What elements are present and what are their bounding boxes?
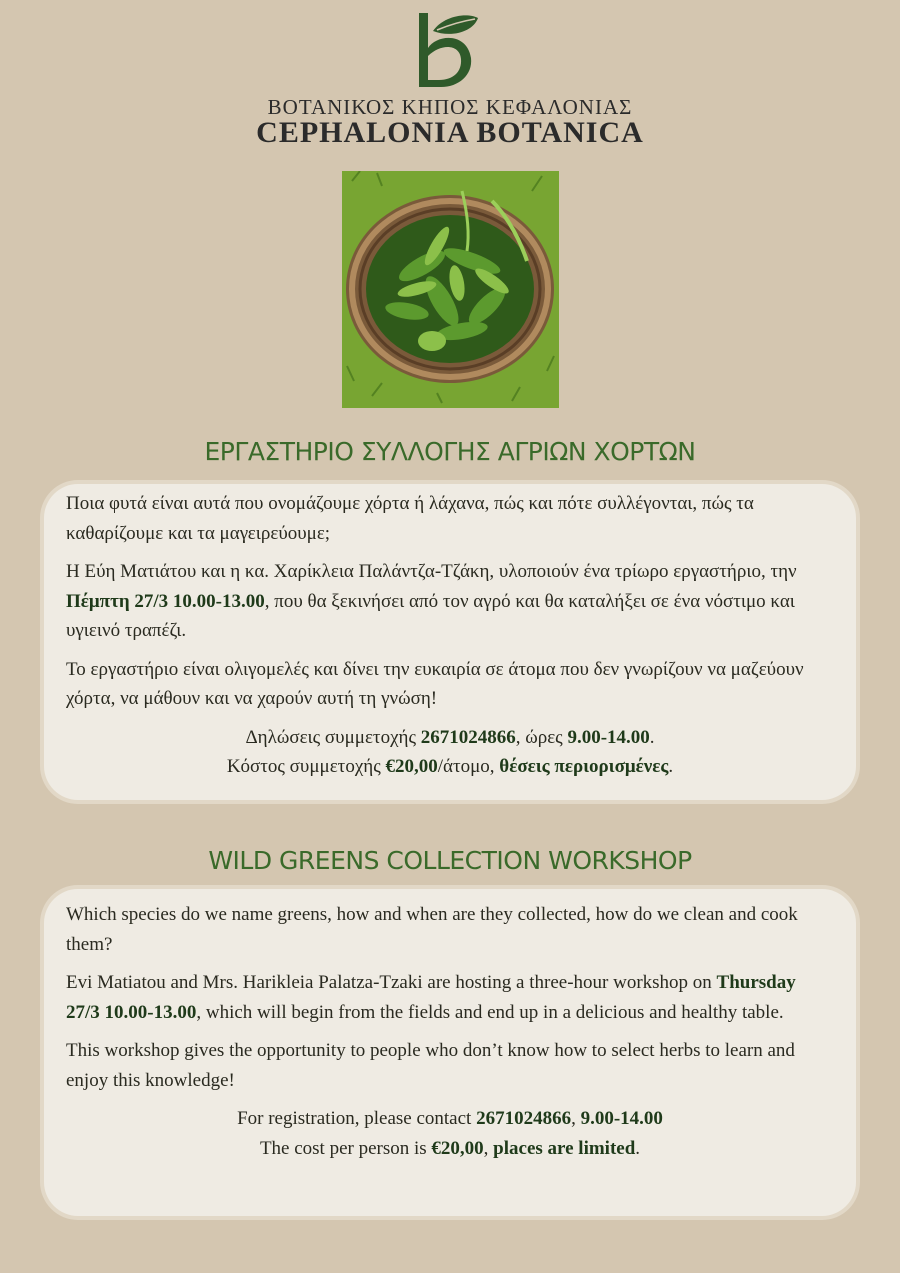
english-info-panel xyxy=(44,889,856,1216)
greek-date-time: Πέμπτη 27/3 10.00-13.00 xyxy=(66,590,265,612)
english-limited-places: places are limited xyxy=(493,1137,636,1159)
brand-name-english: CEPHALONIA BOTANICA xyxy=(256,116,644,149)
greek-registration-line: Δηλώσεις συμμετοχής 2671024866, ώρες 9.00-14.00. xyxy=(245,726,655,748)
english-registration-hours: 9.00-14.00 xyxy=(580,1108,663,1129)
greek-price: €20,00 xyxy=(385,756,438,777)
greek-info-panel xyxy=(44,484,856,800)
leaf-b-monogram-icon xyxy=(415,8,485,92)
english-cost-line: The cost per person is €20,00, places are limited. xyxy=(259,1137,641,1159)
english-registration-line: For registration, please contact 2671024866, 9.00-14.00 xyxy=(237,1108,663,1129)
english-audience-paragraph: This workshop gives the opportunity to people who don’t know how to select herbs to learn and enjoy this knowledge! xyxy=(66,1040,795,1091)
greek-registration-hours: 9.00-14.00 xyxy=(567,726,650,748)
english-section-title: WILD GREENS COLLECTION WORKSHOP xyxy=(208,846,692,875)
wild-greens-basket-photo xyxy=(342,171,559,408)
greek-hosts-paragraph: Η Εύη Ματιάτου και η κα. Χαρίκλεια Παλάντζα-Τζάκη, υλοποιούν ένα τρίωρο εργαστήριο, την Πέμπτη 27/3 10.00-13.00, που θα ξεκινήσει από τον αγρό και θα καταλήξει σε ένα νόστιμο και υγιεινό τραπέζι. xyxy=(66,561,797,641)
english-date-time: Thursday 27/3 10.00-13.00 xyxy=(66,972,796,1023)
greek-cost-line: Κόστος συμμετοχής €20,00/άτομο, θέσεις περιορισμένες. xyxy=(226,756,674,777)
greek-limited-places: θέσεις περιορισμένες xyxy=(499,756,669,777)
english-intro-paragraph: Which species do we name greens, how and when are they collected, how do we clean and cook them? xyxy=(66,904,798,955)
english-price: €20,00 xyxy=(431,1137,484,1159)
greek-intro-paragraph: Ποια φυτά είναι αυτά που ονομάζουμε χόρτα ή λάχανα, πώς και πότε συλλέγονται, πώς τα καθαρίζουμε και τα μαγειρεύουμε; xyxy=(66,493,754,544)
english-phone-number: 2671024866 xyxy=(476,1108,572,1129)
brand-name-greek: ΒΟΤΑΝΙΚΟΣ ΚΗΠΟΣ ΚΕΦΑΛΟΝΙΑΣ xyxy=(267,95,633,119)
greek-audience-paragraph: Το εργαστήριο είναι ολιγομελές και δίνει την ευκαιρία σε άτομα που δεν γνωρίζουν να μαζεύουν χόρτα, να μάθουν και να χαρούν αυτή τη γνώση! xyxy=(66,658,804,709)
english-hosts-paragraph: Evi Matiatou and Mrs. Harikleia Palatza-Tzaki are hosting a three-hour workshop on Thursday 27/3 10.00-13.00, which will begin from the fields and end up in a delicious and healthy table. xyxy=(66,972,796,1023)
greek-section-title: ΕΡΓΑΣΤΗΡΙΟ ΣΥΛΛΟΓΗΣ ΑΓΡΙΩΝ ΧΟΡΤΩΝ xyxy=(204,437,696,466)
logo xyxy=(0,8,900,92)
greek-phone-number: 2671024866 xyxy=(420,726,516,748)
